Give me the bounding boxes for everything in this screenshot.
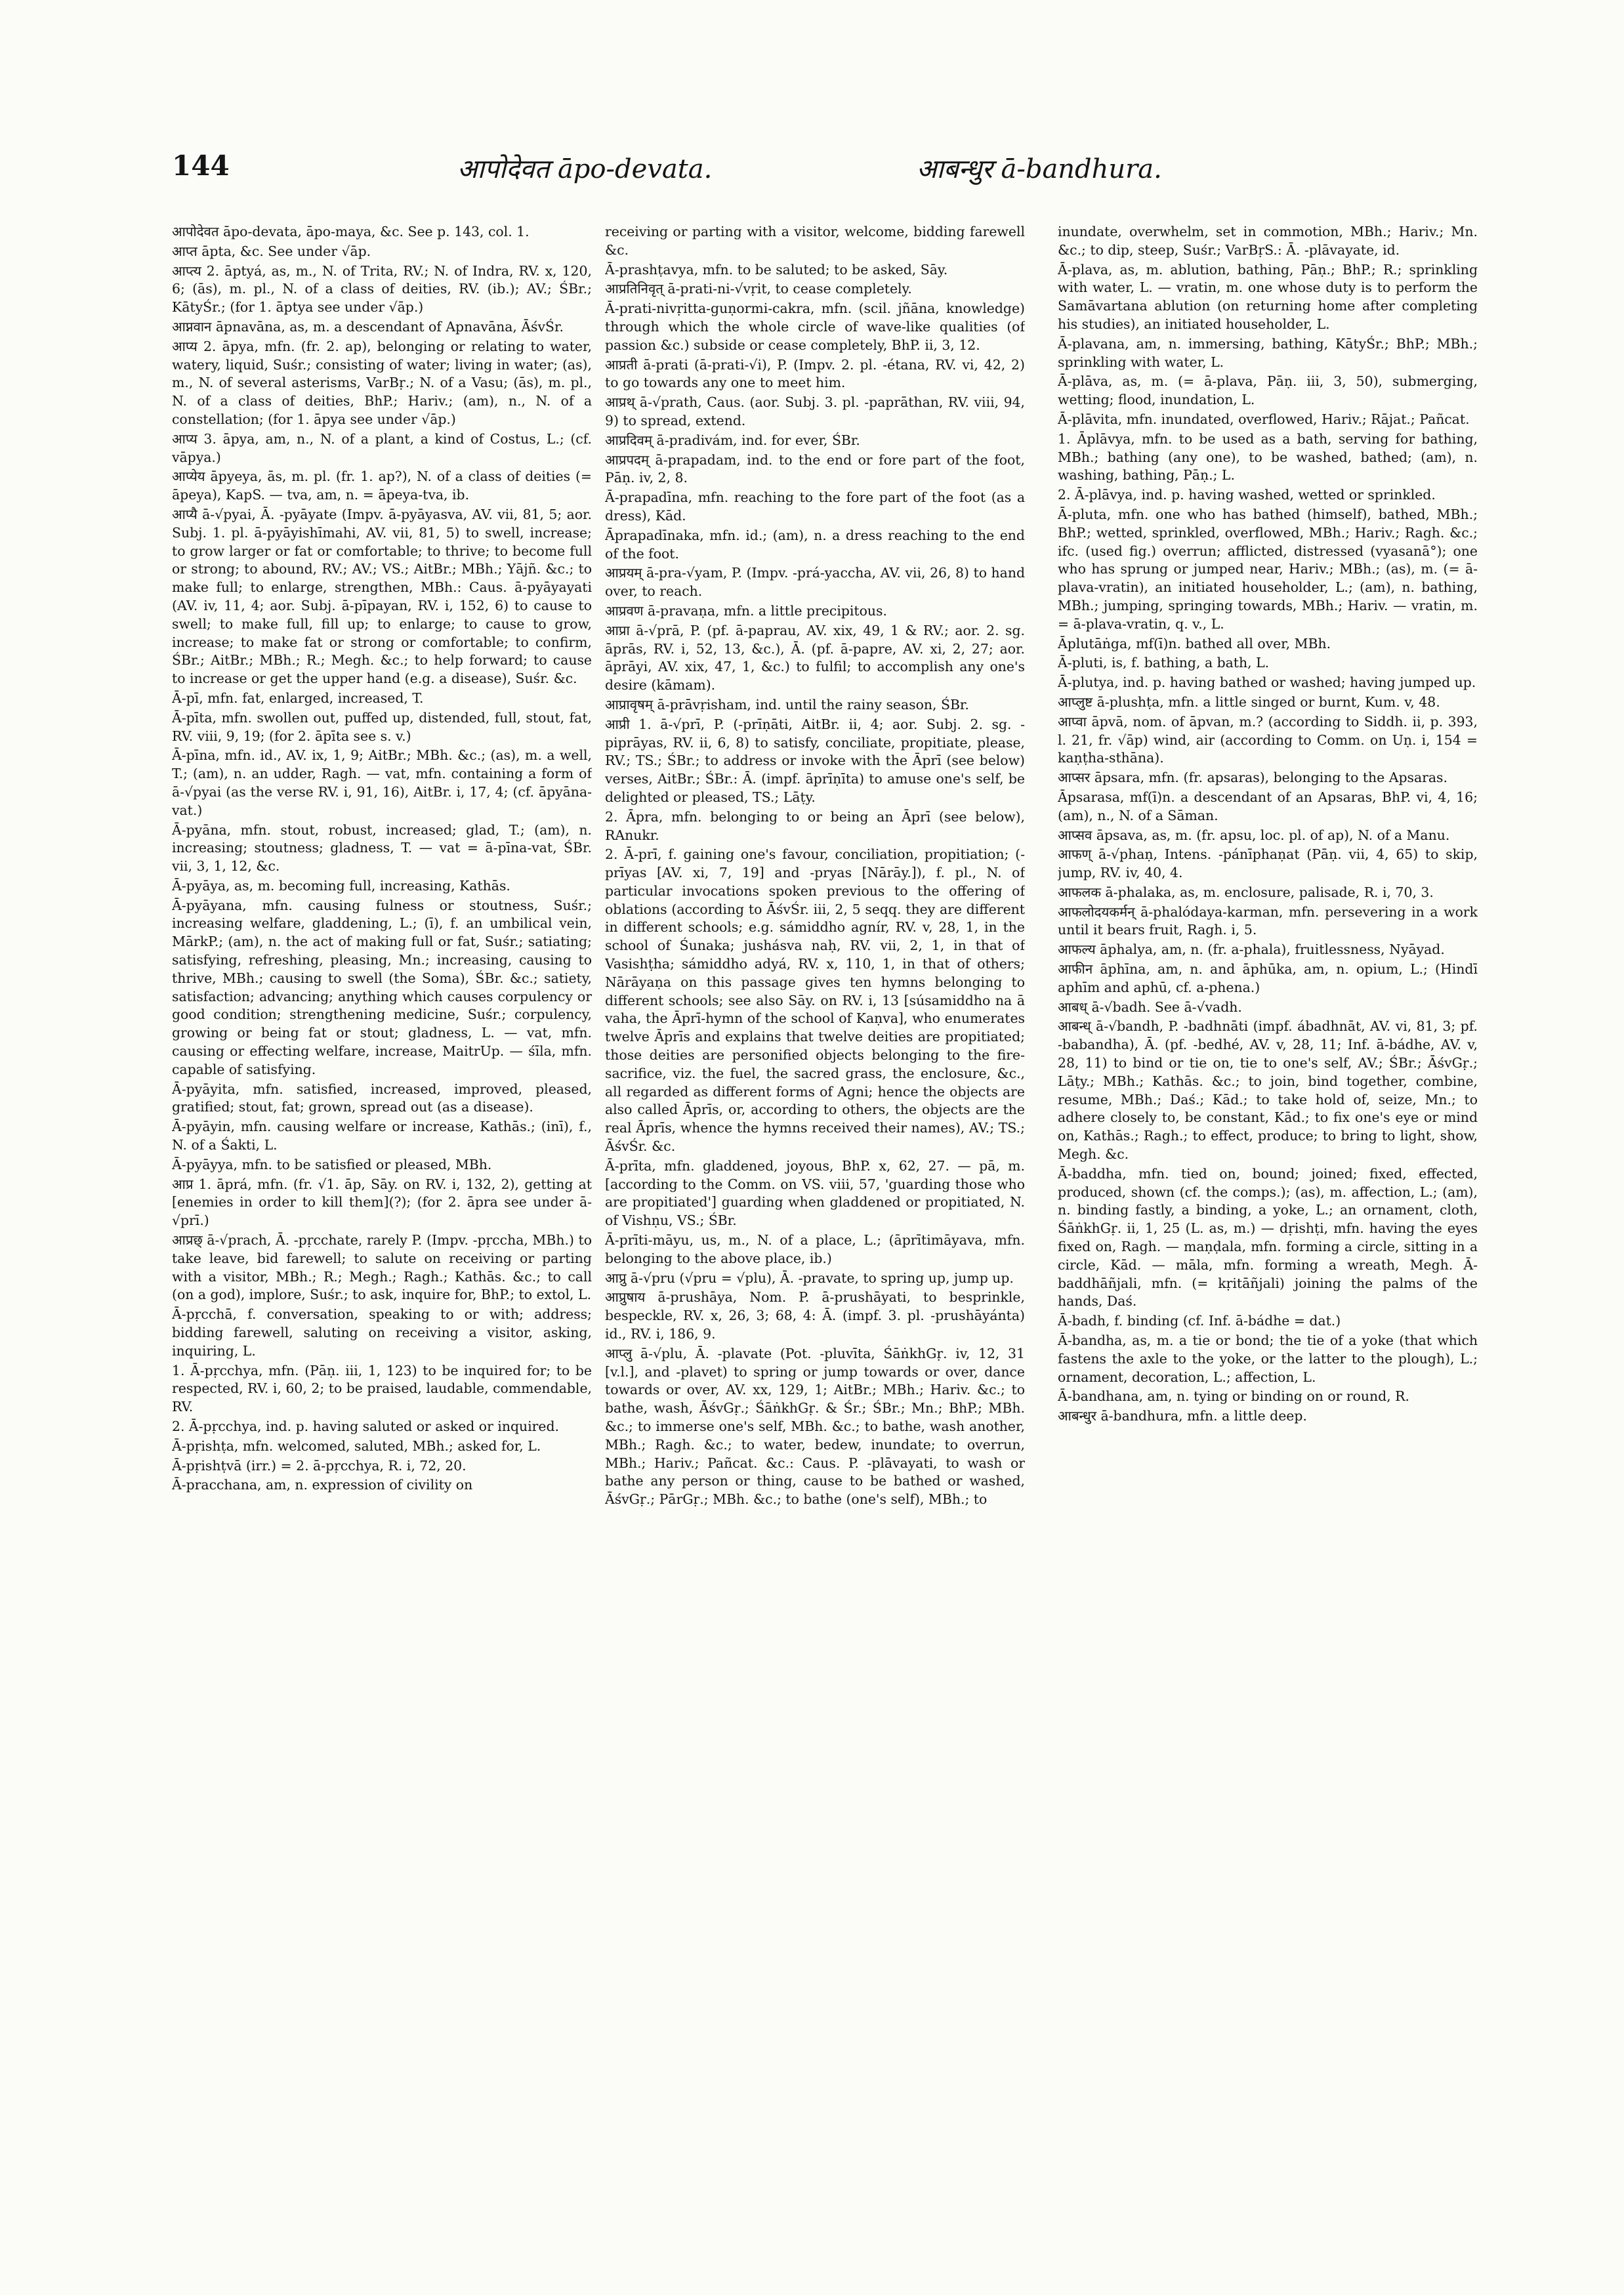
dictionary-entry: आफल्य āphalya, am, n. (fr. a-phala), fruitlessness, Nyāyad. <box>1058 941 1445 958</box>
dictionary-entry: आप्रती ā-prati (ā-prati-√i), P. (Impv. 2. pl. -étana, RV. vi, 42, 2) to go towards any one to meet him. <box>605 356 1025 391</box>
dictionary-entry: आप्री 1. ā-√prī, P. (-prīṇāti, AitBr. ii, 4; aor. Subj. 2. sg. -piprāyas, RV. ii, 6, 8) to satisfy, conciliate, propitiate, please, RV.; TS.; ŚBr.; to address or invoke with the Āprī (see below) verses, AitBr.; ŚBr.: Ā. (impf. āprīṇīta) to amuse one's self, be delighted or pleased, TS.; Lāṭy. <box>605 716 1025 805</box>
dictionary-entry: 1. Ā-pṛcchya, mfn. (Pāṇ. iii, 1, 123) to be inquired for; to be respected, RV. i, 60, 2; to be praised, laudable, commendable, RV. <box>172 1362 592 1415</box>
dictionary-entry: आप्रतिनिवृत् ā-prati-ni-√vṛit, to cease completely. <box>605 281 912 297</box>
dictionary-entry: Ā-pṛishṭvā (irr.) = 2. ā-pṛcchya, R. i, 72, 20. <box>172 1457 467 1474</box>
dictionary-entry: Ā-bandhana, am, n. tying or binding on or round, R. <box>1058 1388 1409 1405</box>
dictionary-entry: 1. Āplāvya, mfn. to be used as a bath, serving for bathing, MBh.; bathing (any one), to be washed, bathed; (am), n. washing, bathing, Pāṇ.; L. <box>1058 430 1478 484</box>
dictionary-entry: आप्य 3. āpya, am, n., N. of a plant, a kind of Costus, L.; (cf. vāpya.) <box>172 430 592 465</box>
dictionary-entry: आप्रुषाय ā-prushāya, Nom. P. ā-prushāyati, to besprinkle, bespeckle, RV. x, 26, 3; 68, 4: Ā. (impf. 3. pl. -prushāyánta) id., RV. i, 186, 9. <box>605 1289 1025 1342</box>
running-header <box>172 150 1452 202</box>
dictionary-entry: Ā-prati-nivṛitta-guṇormi-cakra, mfn. (scil. jñāna, knowledge) through which the whole circle of wave-like qualities (of passion &c.) subside or cease completely, BhP. ii, 3, 12. <box>605 300 1025 353</box>
dictionary-entry: Ā-baddha, mfn. tied on, bound; joined; fixed, effected, produced, shown (cf. the comps.); (as), m. affection, L.; (am), n. binding fastly, a binding, a yoke, L.; an ornament, cloth, ŚāṅkhGṛ. ii, 1, 25 (L. as, m.) — dṛishṭi, mfn. having the eyes fixed on, Ragh. — maṇḍala, mfn. forming a circle, sitting in a circle, Kād. — māla, mfn. forming a wreath, Megh. Ā-baddhāñjali, mfn. (= kṛitāñjali) joining the palms of the hands, Daś. <box>1058 1165 1478 1310</box>
dictionary-entry: 2. Ā-prī, f. gaining one's favour, conciliation, propitiation; (-prīyas [AV. xi, 7, 19] and -pryas [Nārāy.]), f. pl., N. of particular invocations spoken previous to the offering of oblations (according to ĀśvŚr. iii, 2, 5 seqq. they are different in different schools; e.g. sámiddho agnír, RV. v, 28, 1, in the school of Śunaka; jushásva naḥ, RV. vii, 2, 1, in that of Vasishṭha; sámiddho adyá, RV. x, 110, 1, in that of others; Nārāyaṇa on this passage gives ten hymns belonging to different schools; see also Sāy. on RV. i, 13 [súsamiddho na ā vaha, the Āprī-hymn of the school of Kaṇva], who enumerates twelve Āprīs and explains that twelve deities are propitiated; those deities are personified objects belonging to the fire-sacrifice, viz. the fuel, the sacred grass, the enclosure, &c., all regarded as different forms of Agni; hence the objects are also called Āprīs, or, according to others, the objects are the real Āprīs, whence the hymns received their names), AV.; TS.; ĀśvŚr. &c. <box>605 846 1025 1155</box>
dictionary-entry: आपोदेवत āpo-devata, āpo-maya, &c. See p. 143, col. 1. <box>172 224 530 239</box>
dictionary-entry: Ā-pṛcchā, f. conversation, speaking to or with; address; bidding farewell, saluting on receiving a visitor, asking, inquiring, L. <box>172 1306 592 1359</box>
dictionary-entry: Ā-pyāyana, mfn. causing fulness or stoutness, Suśr.; increasing welfare, gladdening, L.; (ī), f. an umbilical vein, MārkP.; (am), n. the act of making full or fat, Suśr.; satiating; satisfying, refreshing, pleasing, Mn.; increasing, causing to thrive, MBh.; causing to swell (the Soma), ŚBr. &c.; satiety, satisfaction; advancing; anything which causes corpulency or good condition; strengthening medicine, Suśr.; corpulency, growing or being fat or stout; gladness, L. — vat, mfn. causing or effecting welfare, increase, MaitrUp. — śīla, mfn. capable of satisfying. <box>172 897 592 1077</box>
dictionary-entry: आप्रपदम् ā-prapadam, ind. to the end or fore part of the foot, Pāṇ. iv, 2, 8. <box>605 451 1025 486</box>
dictionary-entry: Ā-badh, f. binding (cf. Inf. ā-bádhe = dat.) <box>1058 1313 1341 1329</box>
dictionary-entry: Āprapadīnaka, mfn. id.; (am), n. a dress reaching to the end of the foot. <box>605 527 1025 562</box>
dictionary-entry: आप्सव āpsava, as, m. (fr. apsu, loc. pl. of ap), N. of a Manu. <box>1058 827 1450 843</box>
right-running-headword: आबन्धुर ā-bandhura. <box>917 154 1162 184</box>
dictionary-entry: आप्रथ् ā-√prath, Caus. (aor. Subj. 3. pl. -paprāthan, RV. viii, 94, 9) to spread, extend. <box>605 394 1025 428</box>
dictionary-entry: inundate, overwhelm, set in commotion, MBh.; Hariv.; Mn. &c.; to dip, steep, Suśr.; VarBṛS.: Ā. -plāvayate, id. <box>1058 224 1478 258</box>
dictionary-entry: आप्त āpta, &c. See under √āp. <box>172 243 371 259</box>
dictionary-entry: आप्र 1. āprá, mfn. (fr. √1. āp, Sāy. on RV. i, 132, 2), getting at [enemies in order to kill them](?); (for 2. āpra see under ā-√prī.) <box>172 1176 592 1229</box>
dictionary-entry: Ā-pyāya, as, m. becoming full, increasing, Kathās. <box>172 877 510 894</box>
dictionary-entry: आप्रवण ā-pravaṇa, mfn. a little precipitous. <box>605 602 887 619</box>
dictionary-entry: आबन्ध् ā-√bandh, P. -badhnāti (impf. ábadhnāt, AV. vi, 81, 3; pf. -babandha), Ā. (pf. -bedhé, AV. v, 28, 11; Inf. ā-bádhe, AV. v, 28, 11) to bind or tie on, tie to one's self, AV.; ŚBr.; ĀśvGṛ.; Lāṭy.; MBh.; Kathās. &c.; to join, bind together, combine, resume, MBh.; Daś.; Kād.; to take hold of, seize, Mn.; to adhere closely to, be constant, Kād.; to fix one's eye or mind on, Kathās.; Ragh.; to effect, produce; to bring to light, show, Megh. &c. <box>1058 1018 1478 1163</box>
dictionary-entry: Ā-pṛishṭa, mfn. welcomed, saluted, MBh.; asked for, L. <box>172 1437 541 1454</box>
dictionary-entry: आप्रयम् ā-pra-√yam, P. (Impv. -prá-yaccha, AV. vii, 26, 8) to hand over, to reach. <box>605 565 1025 600</box>
dictionary-entry: आप्वा āpvā, nom. of āpvan, m.? (according to Siddh. ii, p. 393, l. 21, fr. √āp) wind, air (according to Comm. on Uṇ. i, 154 = kaṇṭha-sthāna). <box>1058 713 1478 766</box>
dictionary-entry: आफण् ā-√phaṇ, Intens. -pánīphaṇat (Pāṇ. vii, 4, 65) to skip, jump, RV. iv, 40, 4. <box>1058 846 1478 881</box>
dictionary-entry: Ā-prīta, mfn. gladdened, joyous, BhP. x, 62, 27. — pā, m. [according to the Comm. on VS. viii, 57, 'guarding those who are propitiated'] guarding when gladdened or propitiated, N. of Vishṇu, VS.; ŚBr. <box>605 1157 1025 1229</box>
dictionary-entry: Ā-plava, as, m. ablution, bathing, Pāṇ.; BhP.; R.; sprinkling with water, L. — vratin, m. one whose duty is to perform the Samāvartana ablution (on returning home after completing his studies), an initiated householder, L. <box>1058 261 1478 332</box>
column-3 <box>1058 223 1478 2211</box>
dictionary-entry: आप्येय āpyeya, ās, m. pl. (fr. 1. ap?), N. of a class of deities (= āpeya), KapS. — tva, am, n. = āpeya-tva, ib. <box>172 468 592 503</box>
dictionary-entry: Ā-pluti, is, f. bathing, a bath, L. <box>1058 655 1270 671</box>
column-2 <box>605 223 1025 2211</box>
dictionary-entry: Ā-bandha, as, m. a tie or bond; the tie of a yoke (that which fastens the axle to the yoke, or the latter to the plough), L.; ornament, decoration, L.; affection, L. <box>1058 1333 1478 1385</box>
dictionary-entry: receiving or parting with a visitor, welcome, bidding farewell &c. <box>605 224 1025 258</box>
dictionary-entry: Ā-prapadīna, mfn. reaching to the fore part of the foot (as a dress), Kād. <box>605 489 1025 524</box>
page-number: 144 <box>172 150 230 182</box>
dictionary-entry: आप्रावृषम् ā-prāvṛisham, ind. until the rainy season, ŚBr. <box>605 696 969 713</box>
dictionary-entry: आप्नवान āpnavāna, as, m. a descendant of Apnavāna, ĀśvŚr. <box>172 318 564 335</box>
dictionary-entry: Ā-plāva, as, m. (= ā-plava, Pāṇ. iii, 3, 50), submerging, wetting; flood, inundation, L. <box>1058 373 1478 408</box>
dictionary-entry: Ā-pyāyin, mfn. causing welfare or increase, Kathās.; (inī), f., N. of a Śakti, L. <box>172 1119 592 1153</box>
dictionary-entry: आफीन āphīna, am, n. and āphūka, am, n. opium, L.; (Hindī aphīm and aphū, cf. a-phena.) <box>1058 961 1478 995</box>
dictionary-entry: Ā-pīta, mfn. swollen out, puffed up, distended, full, stout, fat, RV. viii, 9, 19; (for 2. āpīta see s. v.) <box>172 709 592 744</box>
dictionary-entry: 2. Ā-plāvya, ind. p. having washed, wetted or sprinkled. <box>1058 487 1436 503</box>
left-running-headword: आपोदेवत āpo-devata. <box>457 154 713 184</box>
dictionary-entry: Ā-pī, mfn. fat, enlarged, increased, T. <box>172 690 424 706</box>
dictionary-entry: Ā-plāvita, mfn. inundated, overflowed, Hariv.; Rājat.; Pañcat. <box>1058 411 1470 427</box>
dictionary-entry: Ā-pīna, mfn. id., AV. ix, 1, 9; AitBr.; MBh. &c.; (as), m. a well, T.; (am), n. an udder, Ragh. — vat, mfn. containing a form of ā-√pyai (as the verse RV. i, 91, 16), AitBr. i, 17, 4; (cf. āpyāna-vat.) <box>172 747 592 818</box>
column-1 <box>172 223 592 2211</box>
dictionary-entry: आप्रु ā-√pru (√pru = √plu), Ā. -pravate, to spring up, jump up. <box>605 1270 1014 1286</box>
dictionary-entry: आप्रदिवम् ā-pradivám, ind. for ever, ŚBr. <box>605 432 860 448</box>
dictionary-entry: Ā-pyāna, mfn. stout, robust, increased; glad, T.; (am), n. increasing; stoutness; gladness, T. — vat = ā-pīna-vat, ŚBr. vii, 3, 1, 12, &c. <box>172 821 592 875</box>
dictionary-entry: आप्लु ā-√plu, Ā. -plavate (Pot. -pluvīta, ŚāṅkhGṛ. iv, 12, 31 [v.l.], and -plavet) to spring or jump towards or over, dance towards or over, AV. xx, 129, 1; AitBr.; MBh.; Hariv. &c.; to bathe, wash, ĀśvGṛ.; ŚāṅkhGṛ. & Śr.; ŚBr.; Mn.; BhP.; MBh. &c.; to immerse one's self, MBh. &c.; to bathe, wash another, MBh.; Ragh. &c.; to water, bedew, inundate; to overrun, MBh.; Hariv.; Pañcat. &c.: Caus. P. -plāvayati, to wash or bathe any person or thing, cause to be bathed or washed, ĀśvGṛ.; PārGṛ.; MBh. &c.; to bathe (one's self), MBh.; to <box>605 1345 1025 1508</box>
dictionary-entry: Ā-prīti-māyu, us, m., N. of a place, L.; (āprītimāyava, mfn. belonging to the above place, ib.) <box>605 1232 1025 1266</box>
dictionary-entry: 2. Āpra, mfn. belonging to or being an Āprī (see below), RAnukr. <box>605 808 1025 843</box>
dictionary-entry: Ā-pyāyita, mfn. satisfied, increased, improved, pleased, gratified; stout, fat; grown, spread out (as a disease). <box>172 1081 592 1115</box>
dictionary-entry: Āplutāṅga, mf(ī)n. bathed all over, MBh. <box>1058 635 1331 651</box>
dictionary-entry: आबन्धुर ā-bandhura, mfn. a little deep. <box>1058 1408 1307 1424</box>
dictionary-entry: Ā-prashṭavya, mfn. to be saluted; to be asked, Sāy. <box>605 261 948 278</box>
dictionary-entry: Āpsarasa, mf(ī)n. a descendant of an Apsaras, BhP. vi, 4, 16; (am), n., N. of a Sāman. <box>1058 789 1478 823</box>
dictionary-entry: Ā-plutya, ind. p. having bathed or washed; having jumped up. <box>1058 674 1476 691</box>
dictionary-entry: Ā-pracchana, am, n. expression of civility on <box>172 1477 473 1493</box>
dictionary-entry: आप्लुष्ट ā-plushṭa, mfn. a little singed or burnt, Kum. v, 48. <box>1058 693 1440 710</box>
dictionary-entry: आप्रछ् ā-√prach, Ā. -pṛcchate, rarely P. (Impv. -pṛccha, MBh.) to take leave, bid farewell; to salute on receiving or parting with a visitor, MBh.; R.; Megh.; Ragh.; Kathās. &c.; to call (on a god), implore, Suśr.; to ask, inquire for, BhP.; to extol, L. <box>172 1232 592 1303</box>
dictionary-entry: 2. Ā-pṛcchya, ind. p. having saluted or asked or inquired. <box>172 1418 560 1434</box>
dictionary-entry: आप्य 2. āpya, mfn. (fr. 2. ap), belonging or relating to water, watery, liquid, Suśr.; consisting of water; living in water; (as), m., N. of several asterisms, VarBṛ.; N. of a Vasu; (ās), m. pl., N. of a class of deities, BhP.; Hariv.; (am), n., N. of a constellation; (for 1. āpya see under √āp.) <box>172 338 592 427</box>
dictionary-entry: Ā-plavana, am, n. immersing, bathing, KātyŚr.; BhP.; MBh.; sprinkling with water, L. <box>1058 335 1478 370</box>
dictionary-entry: आप्सर āpsara, mfn. (fr. apsaras), belonging to the Apsaras. <box>1058 770 1447 786</box>
dictionary-entry: आप्रा ā-√prā, P. (pf. ā-paprau, AV. xix, 49, 1 & RV.; aor. 2. sg. āprās, RV. i, 52, 13, &c.), Ā. (pf. ā-papre, AV. xi, 2, 27; aor. āprāyi, AV. xix, 47, 1, &c.) to fulfil; to accomplish any one's desire (kāmam). <box>605 622 1025 693</box>
dictionary-entry: आप्त्य 2. āptyá, as, m., N. of Trita, RV.; N. of Indra, RV. x, 120, 6; (ās), m. pl., N. of a class of deities, RV. (ib.); AV.; ŚBr.; KātyŚr.; (for 1. āptya see under √āp.) <box>172 262 592 316</box>
dictionary-entry: Ā-pluta, mfn. one who has bathed (himself), bathed, MBh.; BhP.; wetted, sprinkled, overflowed, MBh.; Hariv.; Ragh. &c.; ifc. (used fig.) overrun; afflicted, distressed (vyasanā°); one who has sprung or jumped near, Hariv.; MBh.; (as), m. (= ā-plava-vratin), an initiated householder, L.; (am), n. bathing, MBh.; jumping, springing towards, MBh.; Hariv. — vratin, m. = ā-plava-vratin, q. v., L. <box>1058 506 1478 632</box>
dictionary-entry: आफलक ā-phalaka, as, m. enclosure, palisade, R. i, 70, 3. <box>1058 884 1434 900</box>
dictionary-entry: आफलोदयकर्मन् ā-phalódaya-karman, mfn. persevering in a work until it bears fruit, Ragh. i, 5. <box>1058 903 1478 938</box>
dictionary-entry: आबध् ā-√badh. See ā-√vadh. <box>1058 999 1242 1015</box>
dictionary-entry: आप्यै ā-√pyai, Ā. -pyāyate (Impv. ā-pyāyasva, AV. vii, 81, 5; aor. Subj. 1. pl. ā-pyāyishīmahi, AV. vii, 81, 5) to swell, increase; to grow larger or fat or comfortable; to thrive; to become full or strong; to abound, RV.; AV.; VS.; AitBr.; MBh.; Yājñ. &c.; to make full; to enlarge, strengthen, MBh.: Caus. ā-pyāyayati (AV. iv, 11, 4; aor. Subj. ā-pīpayan, RV. i, 152, 6) to cause to swell; to make full, fill up; to enlarge; to cause to grow, increase; to make fat or strong or comfortable; to confirm, ŚBr.; AitBr.; MBh.; R.; Megh. &c.; to help forward; to cause to increase or get the upper hand (e.g. a disease), Suśr. &c. <box>172 506 592 687</box>
dictionary-entry: Ā-pyāyya, mfn. to be satisfied or pleased, MBh. <box>172 1156 492 1172</box>
